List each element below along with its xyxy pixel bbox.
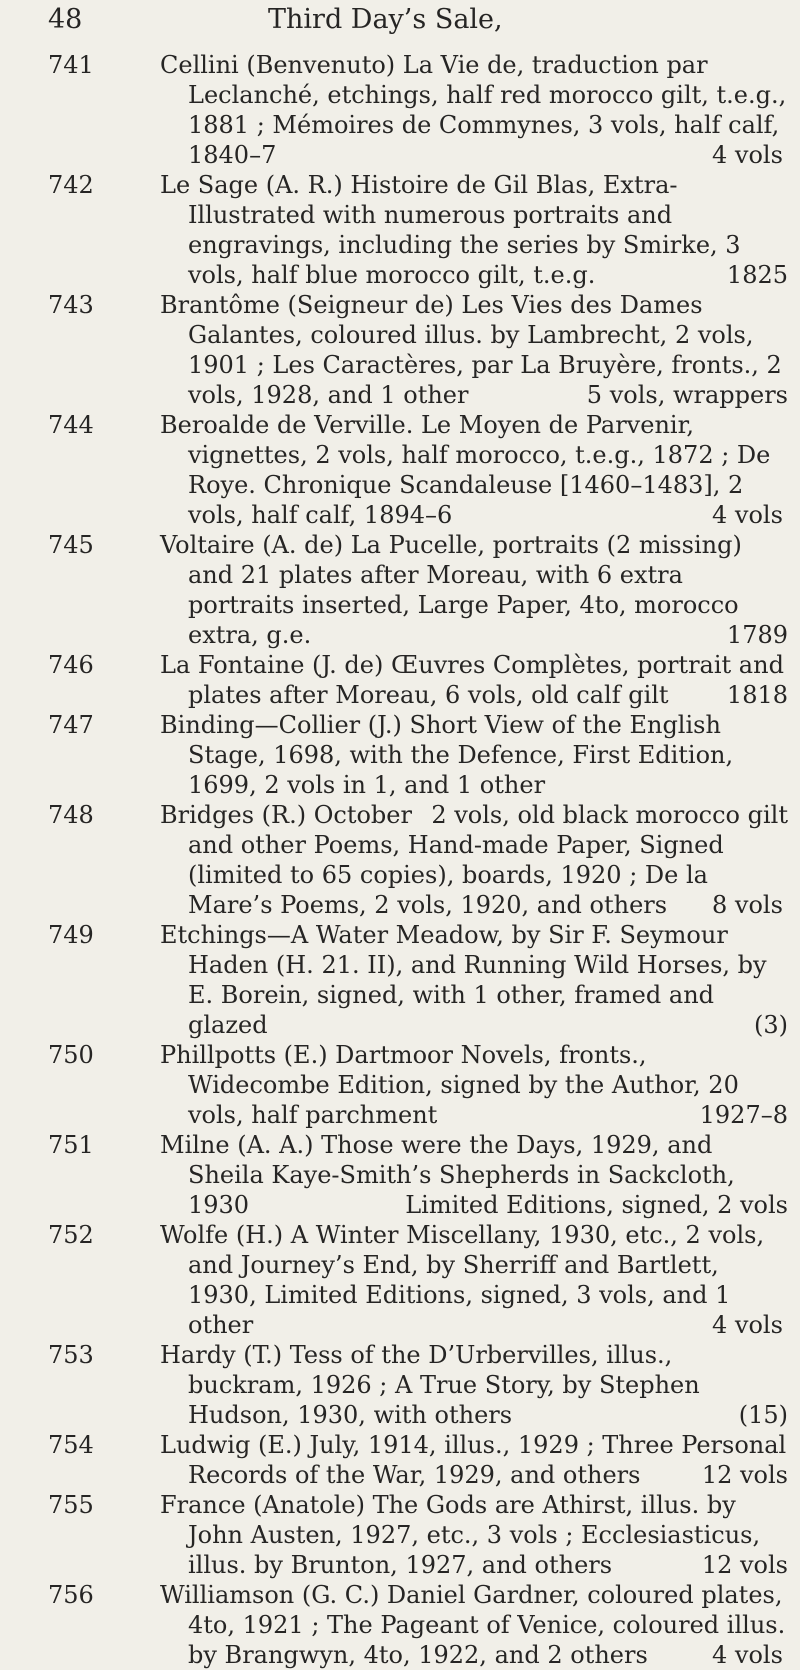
lot-description [160, 1490, 788, 1580]
lot-list [0, 50, 800, 1670]
lot-number: 747 [48, 711, 94, 739]
lot-quantity: 1825 [726, 261, 788, 289]
lot-number: 749 [48, 921, 94, 949]
lot-number: 752 [48, 1221, 94, 1249]
lot-quantity: 12 vols [701, 1551, 788, 1579]
lot-description-text: Williamson (G. C.) Daniel Gardner, coloured plates, 4to, 1921 ; The Pageant of Venice, coloured illus. by Brangwyn, 4to, 1922, and 2 others [160, 1581, 786, 1669]
lot-description-text: Milne (A. A.) Those were the Days, 1929, and Sheila Kaye-Smith’s Shepherds in Sackcloth, 1930 [160, 1131, 735, 1219]
lot-description [160, 1430, 788, 1490]
lot-number: 754 [48, 1431, 94, 1459]
lot-description-text: Phillpotts (E.) Dartmoor Novels, fronts., Widecombe Edition, signed by the Author, 20 vols, half parchment [160, 1041, 739, 1129]
lot-description-text: Etchings—A Water Meadow, by Sir F. Seymour Haden (H. 21. II), and Running Wild Horses, by E. Borein, signed, with 1 other, framed and glazed [160, 921, 767, 1039]
lot-description [160, 920, 788, 1040]
lot-quantity: 1789 [726, 621, 788, 649]
lot-quantity: 4 vols [712, 1311, 783, 1339]
lot-number: 743 [48, 291, 94, 319]
lot-quantity: 12 vols [701, 1461, 788, 1489]
lot-entry [0, 1490, 800, 1580]
lot-description [160, 1580, 788, 1670]
lot-description [160, 170, 788, 290]
page-header [48, 4, 760, 48]
lot-quantity: 4 vols [712, 1641, 783, 1669]
lot-number: 753 [48, 1341, 94, 1369]
lot-description-text: Wolfe (H.) A Winter Miscellany, 1930, etc., 2 vols, and Journey’s End, by Sherriff and Bartlett, 1930, Limited Editions, signed, 3 vols, and 1 other [160, 1221, 765, 1339]
lot-quantity: (15) [738, 1401, 788, 1429]
lot-description-text: Brantôme (Seigneur de) Les Vies des Dames Galantes, coloured illus. by Lambrecht, 2 vols, 1901 ; Les Caractères, par La Bruyère, fronts., 2 vols, 1928, and 1 other [160, 291, 782, 409]
lot-entry [0, 920, 800, 1040]
lot-number: 745 [48, 531, 94, 559]
lot-quantity: (3) [754, 1011, 788, 1039]
lot-description-text: France (Anatole) The Gods are Athirst, illus. by John Austen, 1927, etc., 3 vols ; Ecclesiasticus, illus. by Brunton, 1927, and others [160, 1491, 761, 1579]
lot-quantity: 2 vols, old black morocco gilt [431, 801, 788, 829]
lot-description-text: Binding—Collier (J.) Short View of the English Stage, 1698, with the Defence, First Edition, 1699, 2 vols in 1, and 1 other [160, 711, 734, 799]
lot-number: 750 [48, 1041, 94, 1069]
lot-description [160, 1340, 788, 1430]
lot-description-text: Cellini (Benvenuto) La Vie de, traduction par Leclanché, etchings, half red morocco gilt, t.e.g., 1881 ; Mémoires de Commynes, 3 vols, half calf, 1840–7 [160, 51, 787, 169]
lot-description [160, 1220, 788, 1340]
lot-description [160, 290, 788, 410]
lot-entry [0, 170, 800, 290]
lot-entry [0, 410, 800, 530]
lot-quantity: 1927–8 [699, 1101, 788, 1129]
lot-number: 748 [48, 801, 94, 829]
lot-quantity: 4 vols [712, 501, 783, 529]
lot-number: 751 [48, 1131, 94, 1159]
lot-entry [0, 1340, 800, 1430]
lot-number: 741 [48, 51, 94, 79]
lot-entry [0, 50, 800, 170]
lot-entry [0, 1580, 800, 1670]
lot-description-text: Bridges (R.) October and other Poems, Hand-made Paper, Signed (limited to 65 copies), boards, 1920 ; De la Mare’s Poems, 2 vols, 1920, and others [160, 801, 724, 919]
lot-number: 756 [48, 1581, 94, 1609]
lot-entry [0, 1220, 800, 1340]
lot-description [160, 710, 788, 829]
lot-quantity: 4 vols [712, 141, 783, 169]
lot-entry [0, 530, 800, 650]
lot-description-text: Beroalde de Verville. Le Moyen de Parvenir, vignettes, 2 vols, half morocco, t.e.g., 1872 ; De Roye. Chronique Scandaleuse [1460–1483], 2 vols, half calf, 1894–6 [160, 411, 771, 529]
lot-description [160, 410, 788, 530]
running-head: Third Day’s Sale, [268, 4, 503, 35]
lot-description-text: La Fontaine (J. de) Œuvres Complètes, portrait and plates after Moreau, 6 vols, old calf gilt [160, 651, 784, 709]
lot-number: 744 [48, 411, 94, 439]
lot-quantity: Limited Editions, signed, 2 vols [405, 1191, 788, 1219]
lot-description-text: Voltaire (A. de) La Pucelle, portraits (2 missing) and 21 plates after Moreau, with 6 extra portraits inserted, Large Paper, 4to, morocco extra, g.e. [160, 531, 742, 649]
lot-quantity: 8 vols [712, 891, 783, 919]
lot-quantity: 1818 [726, 681, 788, 709]
lot-number: 746 [48, 651, 94, 679]
lot-quantity: 5 vols, wrappers [586, 381, 788, 409]
lot-entry [0, 1040, 800, 1130]
lot-entry [0, 800, 800, 920]
lot-description-text: Le Sage (A. R.) Histoire de Gil Blas, Extra-Illustrated with numerous portraits and engravings, including the series by Smirke, 3 vols, half blue morocco gilt, t.e.g. [160, 171, 741, 289]
lot-description-text: Ludwig (E.) July, 1914, illus., 1929 ; Three Personal Records of the War, 1929, and others [160, 1431, 787, 1489]
lot-description [160, 530, 788, 650]
lot-entry [0, 290, 800, 410]
lot-description [160, 50, 788, 170]
lot-description-text: Hardy (T.) Tess of the D’Urbervilles, illus., buckram, 1926 ; A True Story, by Stephen Hudson, 1930, with others [160, 1341, 700, 1429]
lot-entry [0, 1130, 800, 1220]
lot-entry [0, 650, 800, 710]
page-number: 48 [48, 4, 83, 35]
lot-number: 755 [48, 1491, 94, 1519]
lot-description [160, 1040, 788, 1130]
lot-number: 742 [48, 171, 94, 199]
lot-description [160, 1130, 788, 1220]
lot-entry [0, 1430, 800, 1490]
lot-description [160, 650, 788, 710]
lot-description [160, 800, 788, 920]
